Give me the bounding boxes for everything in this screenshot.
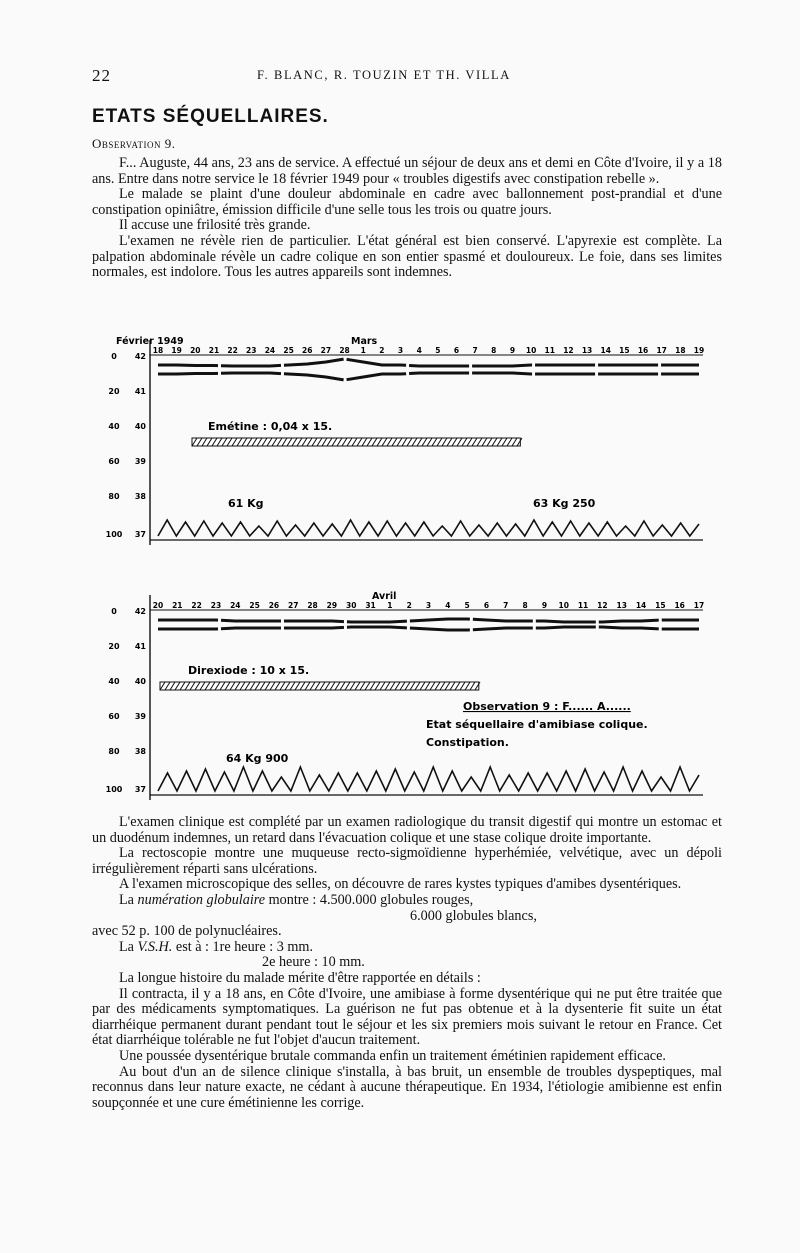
- day-tick-label: 4: [445, 601, 451, 610]
- day-tick-label: 10: [558, 601, 569, 610]
- day-tick-label: 15: [619, 346, 630, 355]
- day-tick-label: 31: [365, 601, 376, 610]
- day-tick-label: 15: [655, 601, 666, 610]
- day-tick-label: 27: [320, 346, 332, 355]
- day-tick-label: 7: [503, 601, 509, 610]
- temperature-chart-april: [105, 590, 708, 805]
- right-axis-label: 38: [134, 492, 146, 501]
- day-tick-label: 10: [525, 346, 537, 355]
- left-axis-label: 80: [108, 492, 120, 501]
- day-tick-label: 20: [152, 601, 164, 610]
- chart-svg: [105, 335, 708, 550]
- day-tick-label: 28: [339, 346, 350, 355]
- pulse-line: [158, 619, 699, 622]
- intro-text: [92, 156, 722, 281]
- day-tick-label: 14: [600, 346, 611, 355]
- paragraph: Au bout d'un an de silence clinique s'installa, à bas bruit, un ensemble de troubles dyspeptiques, mal reconnus dans leur nature exacte, ne cédant à aucune thérapeutique. En 1934, l'étiologie amibienne est enfin soupçonnée et une cure émétinienne les corrige.: [92, 1063, 722, 1111]
- pulse-line: [158, 359, 699, 366]
- day-tick-label: 2: [379, 346, 385, 355]
- day-tick-label: 26: [268, 601, 280, 610]
- right-axis-label: 42: [134, 352, 146, 361]
- day-tick-label: 25: [283, 346, 294, 355]
- day-tick-label: 24: [264, 346, 276, 355]
- day-tick-label: 26: [302, 346, 313, 355]
- day-tick-label: 24: [230, 601, 241, 610]
- day-tick-label: 9: [509, 346, 516, 355]
- day-tick-label: 4: [416, 346, 422, 355]
- right-axis-label: 41: [134, 387, 146, 396]
- day-tick-label: 19: [171, 346, 182, 355]
- day-tick-label: 1: [360, 346, 366, 355]
- month-label: Mars: [351, 336, 378, 347]
- day-tick-label: 5: [464, 601, 470, 610]
- day-tick-label: 22: [227, 346, 238, 355]
- day-tick-label: 30: [345, 601, 357, 610]
- day-tick-label: 12: [597, 601, 608, 610]
- paragraph: F... Auguste, 44 ans, 23 ans de service. A effectué un séjour de deux ans et demi en Côte d'Ivoire, il y a 18 ans. Entre dans notre service le 18 février 1949 pour « troubles digestifs avec constipation rebelle ».: [92, 155, 722, 187]
- day-tick-label: 19: [693, 346, 705, 355]
- right-axis-label: 37: [134, 530, 146, 539]
- page-number: 22: [92, 66, 111, 85]
- weight-start-label: 64 Kg 900: [226, 752, 289, 765]
- month-label: Avril: [372, 591, 397, 602]
- day-tick-label: 2: [406, 601, 412, 610]
- left-axis-label: 100: [105, 785, 123, 794]
- paragraph: [92, 893, 722, 909]
- temperature-line: [158, 520, 699, 536]
- day-tick-label: 22: [191, 601, 202, 610]
- day-tick-label: 13: [616, 601, 627, 610]
- temperature-chart-february-march: [105, 335, 708, 550]
- paragraph: La longue histoire du malade mérite d'être rapportée en détails :: [119, 969, 481, 986]
- day-tick-label: 27: [288, 601, 299, 610]
- emphasis: numération globulaire: [137, 891, 266, 908]
- day-tick-label: 21: [172, 601, 183, 610]
- right-axis-label: 37: [134, 785, 146, 794]
- left-axis-label: 0: [111, 352, 117, 361]
- right-axis-label: 40: [134, 677, 146, 686]
- day-tick-label: 7: [472, 346, 478, 355]
- left-axis-label: 100: [105, 530, 123, 539]
- day-tick-label: 25: [249, 601, 260, 610]
- day-tick-label: 29: [326, 601, 338, 610]
- right-axis-label: 42: [134, 607, 146, 616]
- day-tick-label: 5: [435, 346, 441, 355]
- day-tick-label: 20: [190, 346, 201, 355]
- paragraph: 2e heure : 10 mm.: [262, 954, 365, 971]
- text: La: [119, 938, 138, 955]
- right-axis-label: 39: [134, 457, 146, 466]
- paragraph: Il accuse une frilosité très grande.: [119, 217, 311, 234]
- paragraph: [92, 940, 722, 956]
- text: est à : 1re heure : 3 mm.: [172, 938, 313, 955]
- day-tick-label: 8: [522, 601, 528, 610]
- body-text: [92, 815, 722, 1111]
- weight-start-label: 61 Kg: [228, 497, 264, 510]
- day-tick-label: 12: [563, 346, 574, 355]
- right-axis-label: 39: [134, 712, 146, 721]
- left-axis-label: 80: [108, 747, 120, 756]
- left-axis-label: 60: [108, 712, 120, 721]
- pulse-line: [158, 373, 699, 380]
- chart-caption-line: Constipation.: [426, 736, 509, 749]
- day-tick-label: 14: [635, 601, 647, 610]
- paragraph: avec 52 p. 100 de polynucléaires.: [92, 923, 282, 940]
- left-axis-label: 20: [108, 387, 120, 396]
- left-axis-label: 40: [108, 677, 120, 686]
- day-tick-label: 8: [491, 346, 497, 355]
- day-tick-label: 11: [544, 346, 555, 355]
- right-axis-label: 41: [134, 642, 146, 651]
- paragraph: Il contracta, il y a 18 ans, en Côte d'Ivoire, une amibiase à forme dysentérique qui ne put être traitée que par des médicaments symptomatiques. La guérison ne fut pas obtenue et à la dysenterie fit suite un état diarrhéique permanent durant pendant tout le séjour et les six premiers mois suivant le retour en France. Cet état diarrhéique tolérable ne fut l'objet d'aucun traitement.: [92, 985, 722, 1049]
- day-tick-label: 1: [387, 601, 393, 610]
- day-tick-label: 18: [152, 346, 164, 355]
- section-title: ETATS SÉQUELLAIRES.: [92, 106, 329, 127]
- left-axis-label: 20: [108, 642, 120, 651]
- day-tick-label: 9: [541, 601, 548, 610]
- day-tick-label: 6: [453, 346, 460, 355]
- left-axis-label: 40: [108, 422, 120, 431]
- day-tick-label: 28: [307, 601, 318, 610]
- running-header-authors: F. BLANC, R. TOUZIN ET TH. VILLA: [257, 68, 511, 82]
- day-tick-label: 6: [483, 601, 490, 610]
- right-axis-label: 40: [134, 422, 146, 431]
- paragraph: Une poussée dysentérique brutale commanda enfin un traitement émétinien rapidement efficace.: [119, 1047, 666, 1064]
- day-tick-label: 17: [656, 346, 667, 355]
- temperature-line: [158, 767, 699, 791]
- chart-caption-title: Observation 9 : F...... A......: [463, 700, 631, 713]
- day-tick-label: 3: [425, 601, 432, 610]
- right-axis-label: 38: [134, 747, 146, 756]
- text: La: [119, 891, 138, 908]
- left-axis-label: 60: [108, 457, 120, 466]
- pulse-line: [158, 627, 699, 630]
- paragraph: L'examen clinique est complété par un examen radiologique du transit digestif qui montre un estomac et un duodénum indemnes, un retard dans l'évacuation colique et une stase colique droite importante.: [92, 814, 722, 846]
- paragraph: 6.000 globules blancs,: [410, 907, 537, 924]
- chart-caption-line: Etat séquellaire d'amibiase colique.: [426, 718, 648, 731]
- day-tick-label: 21: [208, 346, 220, 355]
- text: montre : 4.500.000 globules rouges,: [265, 891, 474, 908]
- day-tick-label: 13: [581, 346, 593, 355]
- day-tick-label: 17: [693, 601, 705, 610]
- day-tick-label: 18: [675, 346, 686, 355]
- paragraph: Le malade se plaint d'une douleur abdominale en cadre avec ballonnement post-prandial et d'une constipation opiniâtre, émission difficile d'une selle tous les trois ou quatre jours.: [92, 186, 722, 218]
- day-tick-label: 3: [397, 346, 404, 355]
- left-axis-label: 0: [111, 607, 117, 616]
- day-tick-label: 23: [210, 601, 222, 610]
- day-tick-label: 16: [674, 601, 685, 610]
- chart-svg: [105, 590, 708, 805]
- paragraph: A l'examen microscopique des selles, on découvre de rares kystes typiques d'amibes dysentériques.: [119, 876, 682, 893]
- emphasis: V.S.H.: [137, 938, 173, 955]
- weight-end-label: 63 Kg 250: [533, 497, 596, 510]
- observation-label: Observation 9.: [92, 136, 176, 151]
- treatment-label: Emétine : 0,04 x 15.: [208, 420, 333, 433]
- day-tick-label: 11: [577, 601, 589, 610]
- day-tick-label: 16: [637, 346, 649, 355]
- month-label: Février 1949: [116, 336, 184, 347]
- paragraph: La rectoscopie montre une muqueuse recto-sigmoïdienne hyperhémiée, velvétique, avec un dépoli irrégulièrement réparti sans ulcérations.: [92, 845, 722, 877]
- day-tick-label: 23: [246, 346, 257, 355]
- treatment-label: Direxiode : 10 x 15.: [188, 664, 310, 677]
- paragraph: L'examen ne révèle rien de particulier. L'état général est bien conservé. L'apyrexie est complète. La palpation abdominale révèle un cadre colique en son entier spasmé et douloureux. Le foie, dans ses limites normales, est indolore. Tous les autres appareils sont indemnes.: [92, 232, 722, 281]
